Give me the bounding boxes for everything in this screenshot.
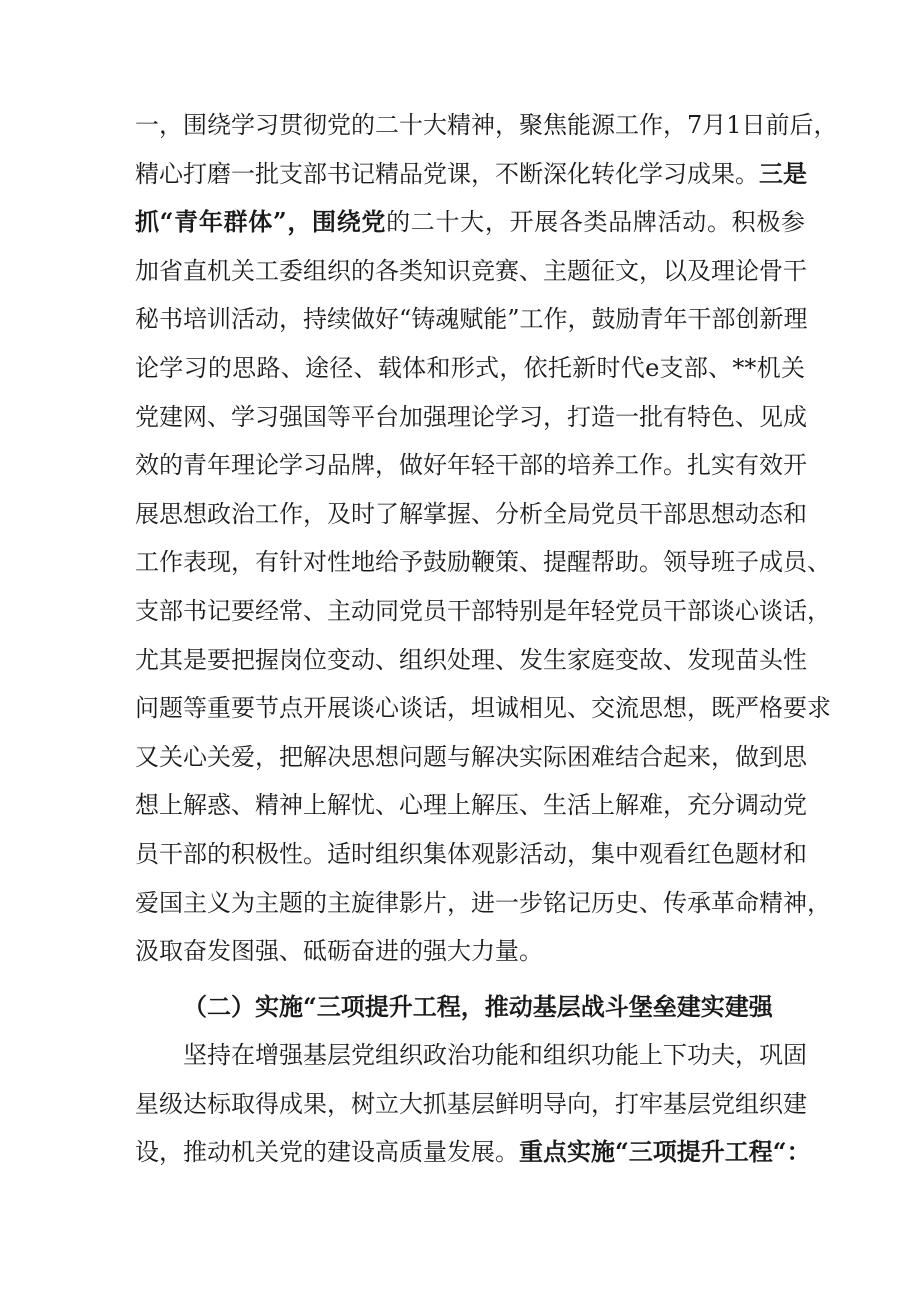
document-body xyxy=(135,101,838,1177)
text-line xyxy=(135,879,831,928)
text-line xyxy=(135,150,805,199)
text-line xyxy=(135,538,831,587)
text-line xyxy=(135,441,805,490)
text-line xyxy=(135,490,805,539)
text-run: 效的青年理论学习品牌，做好年轻干部的培养工作。扎实有效开 xyxy=(135,451,807,480)
text-line xyxy=(135,198,805,247)
text-line xyxy=(135,1031,805,1080)
text-line xyxy=(135,733,805,782)
text-line xyxy=(135,295,808,344)
text-line xyxy=(135,781,805,830)
text-run: 一，围绕学习贯彻党的二十大精神，聚焦能源工作，7月1日前后， xyxy=(135,111,838,139)
text-run: 展思想政治工作，及时了解掌握、分析全局党员干部思想动态和 xyxy=(135,499,807,528)
text-run: 支部书记要经常、主动同党员干部特别是年轻党员干部谈心谈话， xyxy=(135,596,831,625)
bold-text-run: 三是 xyxy=(759,158,807,188)
text-run: 工作表现，有针对性地给予鼓励鞭策、提醒帮助。领导班子成员、 xyxy=(135,548,831,577)
text-line xyxy=(135,344,805,393)
text-line xyxy=(135,636,805,685)
text-run: 秘书培训活动，持续做好“铸魂赋能”工作，鼓励青年干部创新理 xyxy=(135,305,808,334)
text-run: 想上解惑、精神上解忧、心理上解压、生活上解难，充分调动党 xyxy=(135,791,807,820)
text-run: 精心打磨一批支部书记精品党课，不断深化转化学习成果。 xyxy=(135,159,759,188)
text-line xyxy=(135,1128,811,1177)
text-run: 设，推动机关党的建设高质量发展。 xyxy=(135,1138,519,1167)
text-run: 的二十大，开展各类品牌活动。积极参 xyxy=(386,208,806,237)
text-run: 加省直机关工委组织的各类知识竞赛、主题征文，以及理论骨干 xyxy=(135,256,807,285)
text-line xyxy=(135,830,805,879)
text-run: 员干部的积极性。适时组织集体观影活动，集中观看红色题材和 xyxy=(135,839,807,868)
section-heading: （二）实施“三项提升工程，推动基层战斗堡垒建实建强 xyxy=(183,991,773,1021)
text-line xyxy=(135,587,831,636)
text-run: 又关心关爱，把解决思想问题与解决实际困难结合起来，做到思 xyxy=(135,742,807,771)
text-line xyxy=(135,101,838,150)
bold-text-run: 重点实施“三项提升工程“： xyxy=(519,1137,811,1167)
text-run: 尤其是要把握岗位变动、组织处理、发生家庭变故、发现苗头性 xyxy=(135,645,807,674)
bold-text-run: 抓“青年群体”，围绕党 xyxy=(135,207,387,237)
text-run: 汲取奋发图强、砥砺奋进的强大力量。 xyxy=(135,937,543,966)
text-run: 问题等重要节点开展谈心谈话，坦诚相见、交流思想，既严格要求 xyxy=(135,694,831,723)
text-line xyxy=(135,684,831,733)
text-run: 爱国主义为主题的主旋律影片，进一步铭记历史、传承革命精神， xyxy=(135,888,831,917)
text-run: 论学习的思路、途径、载体和形式，依托新时代e支部、**机关 xyxy=(135,353,805,382)
text-line xyxy=(135,1080,805,1129)
text-line xyxy=(135,393,805,442)
text-line xyxy=(135,247,805,296)
text-run: 星级达标取得成果，树立大抓基层鲜明导向，打牢基层党组织建 xyxy=(135,1089,807,1118)
text-run: 党建网、学习强国等平台加强理论学习，打造一批有特色、见成 xyxy=(135,402,807,431)
text-run: 坚持在增强基层党组织政治功能和组织功能上下功夫，巩固 xyxy=(183,1041,807,1070)
text-line xyxy=(135,927,805,976)
